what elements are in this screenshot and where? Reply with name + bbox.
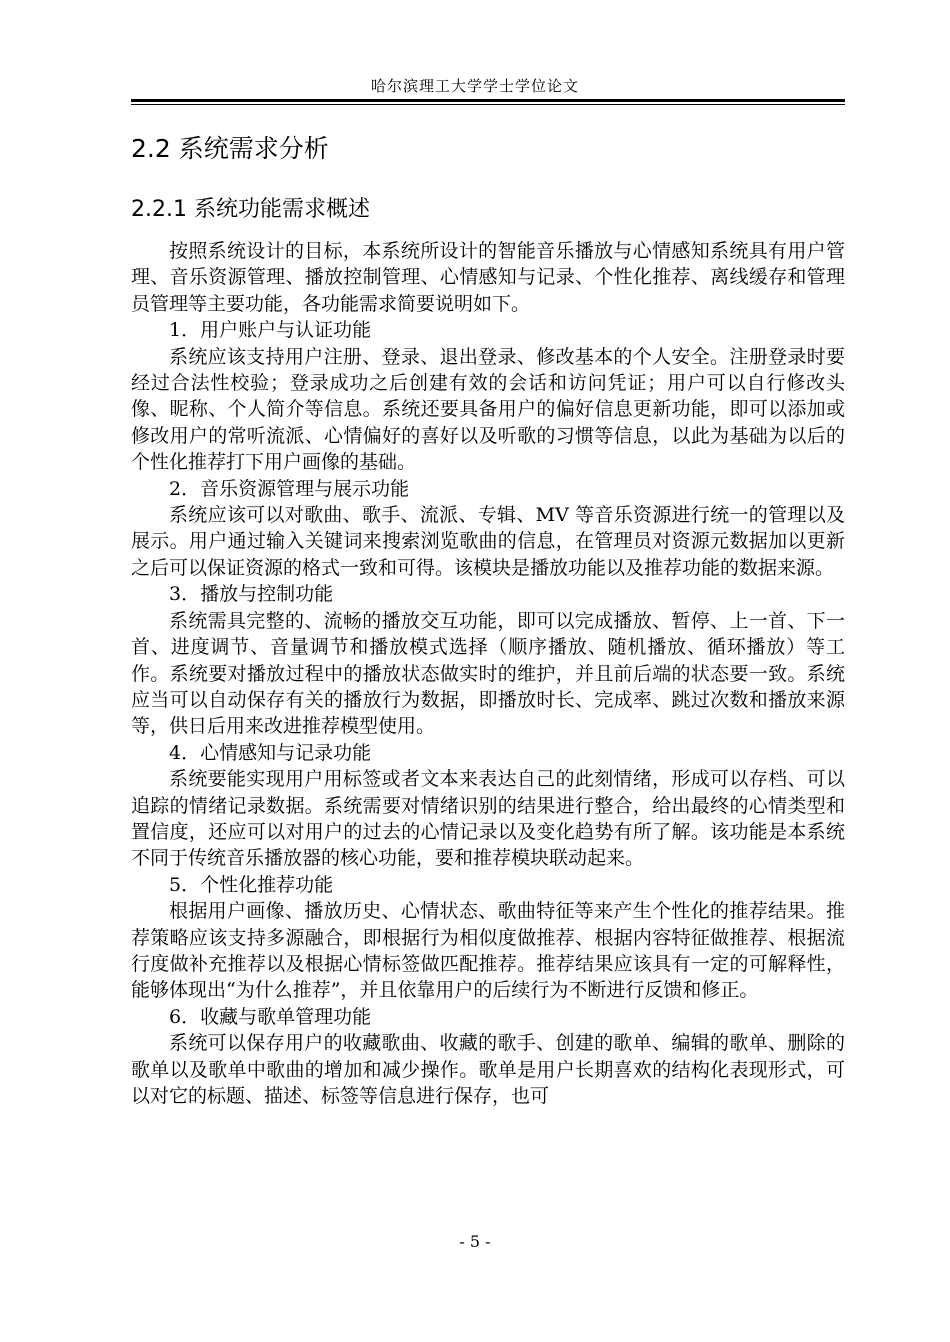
item-heading-user-account: 1．用户账户与认证功能 <box>169 319 372 342</box>
item-heading-favorites-playlist: 6．收藏与歌单管理功能 <box>169 1005 372 1028</box>
section-heading: 2.2 系统需求分析 <box>131 134 329 163</box>
page-number: - 5 - <box>459 1232 491 1251</box>
item-heading-music-resource: 2．音乐资源管理与展示功能 <box>169 477 410 500</box>
item-paragraph-favorites-playlist: 系统可以保存用户的收藏歌曲、收藏的歌手、创建的歌单、编辑的歌单、删除的歌单以及歌单中歌曲的增加和减少操作。歌单是用户长期喜欢的结构化表现形式，可以对它的标题、描述、标签等信息进行保存，也可 <box>131 1032 845 1107</box>
item-heading-recommendation: 5．个性化推荐功能 <box>169 873 334 896</box>
item-heading-playback-control: 3．播放与控制功能 <box>169 583 334 606</box>
body-text <box>131 238 845 1109</box>
item-paragraph-mood-sensing: 系统要能实现用户用标签或者文本来表达自己的此刻情绪，形成可以存档、可以追踪的情绪记录数据。系统需要对情绪识别的结果进行整合，给出最终的心情类型和置信度，还应可以对用户的过去的心情记录以及变化趋势有所了解。该功能是本系统不同于传统音乐播放器的核心功能，要和推荐模块联动起来。 <box>131 768 845 870</box>
header-rule-thick <box>131 99 845 102</box>
header-rule-thin <box>131 104 845 105</box>
item-paragraph-user-account: 系统应该支持用户注册、登录、退出登录、修改基本的个人安全。注册登录时要经过合法性校验；登录成功之后创建有效的会话和访问凭证；用户可以自行修改头像、昵称、个人简介等信息。系统还要具备用户的偏好信息更新功能，即可以添加或修改用户的常听流派、心情偏好的喜好以及听歌的习惯等信息，以此为基础为以后的个性化推荐打下用户画像的基础。 <box>131 345 845 474</box>
subsection-heading: 2.2.1 系统功能需求概述 <box>131 197 370 222</box>
running-header: 哈尔滨理工大学学士学位论文 <box>370 77 579 95</box>
item-paragraph-playback-control: 系统需具完整的、流畅的播放交互功能，即可以完成播放、暂停、上一首、下一首、进度调节、音量调节和播放模式选择（顺序播放、随机播放、循环播放）等工作。系统要对播放过程中的播放状态做实时的维护，并且前后端的状态要一致。系统应当可以自动保存有关的播放行为数据，即播放时长、完成率、跳过次数和播放来源等，供日后用来改进推荐模型使用。 <box>131 609 845 738</box>
item-paragraph-recommendation: 根据用户画像、播放历史、心情状态、歌曲特征等来产生个性化的推荐结果。推荐策略应该支持多源融合，即根据行为相似度做推荐、根据内容特征做推荐、根据流行度做补充推荐以及根据心情标签做匹配推荐。推荐结果应该具有一定的可解释性，能够体现出“为什么推荐”，并且依靠用户的后续行为不断进行反馈和修正。 <box>131 900 845 1002</box>
intro-paragraph: 按照系统设计的目标，本系统所设计的智能音乐播放与心情感知系统具有用户管理、音乐资源管理、播放控制管理、心情感知与记录、个性化推荐、离线缓存和管理员管理等主要功能，各功能需求简要说明如下。 <box>131 240 845 315</box>
item-heading-mood-sensing: 4．心情感知与记录功能 <box>169 741 372 764</box>
item-paragraph-music-resource: 系统应该可以对歌曲、歌手、流派、专辑、MV 等音乐资源进行统一的管理以及展示。用户通过输入关键词来搜索浏览歌曲的信息，在管理员对资源元数据加以更新之后可以保证资源的格式一致和可得。该模块是播放功能以及推荐功能的数据来源。 <box>131 504 845 579</box>
